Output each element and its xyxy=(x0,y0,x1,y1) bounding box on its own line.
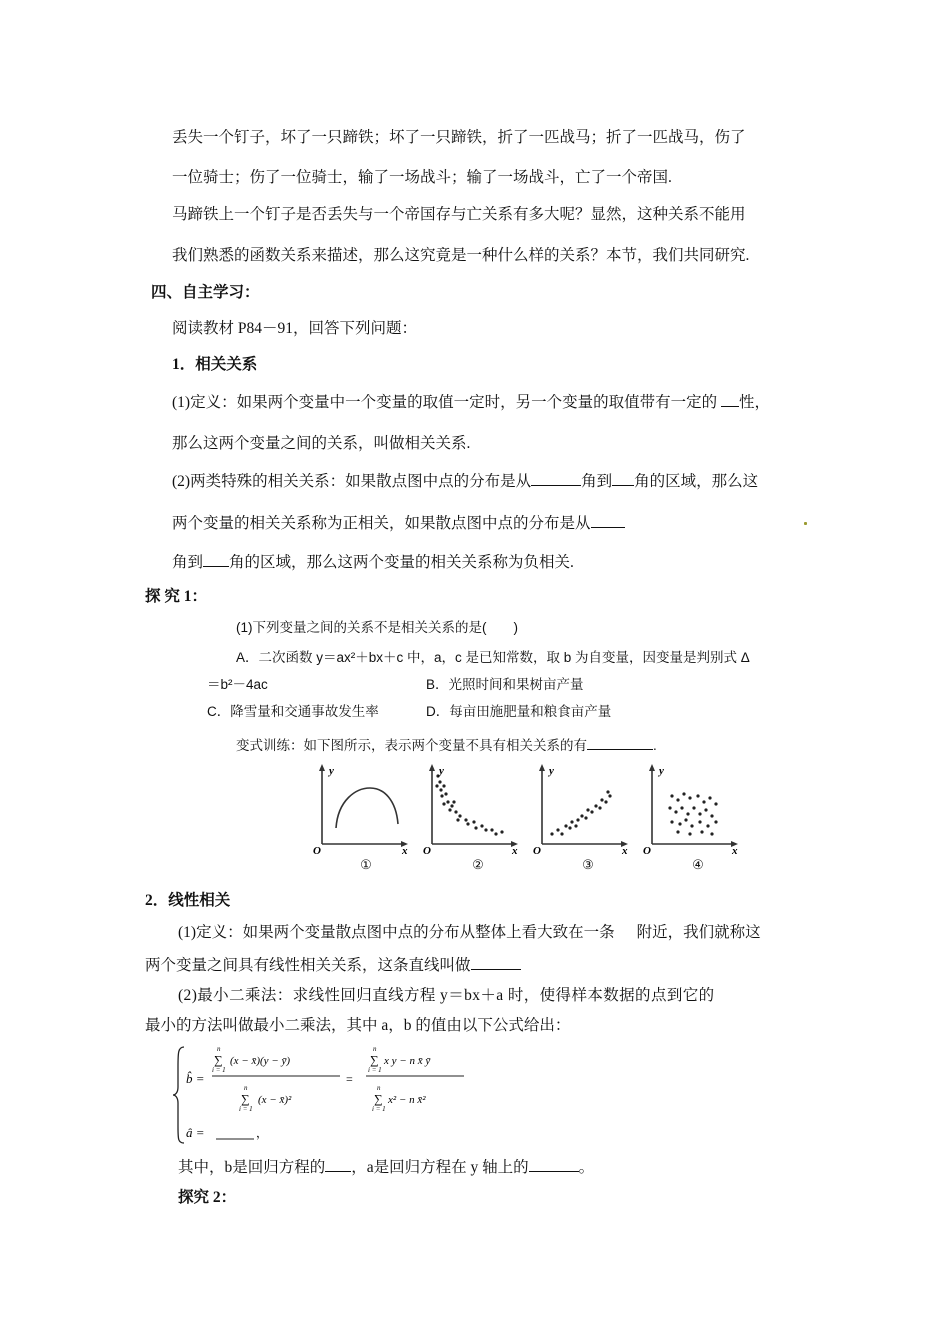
graph-2-label: ② xyxy=(472,857,484,872)
intro-line-4: 我们熟悉的函数关系来描述，那么这究竟是一种什么样的关系？本节，我们共同研究. xyxy=(172,247,750,264)
blank-field[interactable] xyxy=(587,734,653,750)
option-a-line2: ＝b²－4ac xyxy=(207,677,268,692)
part1-types-text: (2)两类特殊的相关关系：如果散点图中点的分布是从 xyxy=(172,473,532,490)
denominator-1: (x − x̄)² xyxy=(258,1094,292,1106)
origin-label: O xyxy=(313,845,321,854)
sum-lower: i = 1 xyxy=(372,1105,386,1113)
numerator-1: (x − x̄)(y − ȳ) xyxy=(230,1055,291,1067)
x-label: x xyxy=(622,845,628,854)
y-arrow xyxy=(649,764,655,771)
y-label: y xyxy=(549,765,554,777)
origin-label: O xyxy=(533,845,541,854)
scatter-points xyxy=(668,792,717,835)
graph-1 xyxy=(312,762,412,854)
parabola-curve xyxy=(336,788,398,828)
origin-label: O xyxy=(643,845,651,854)
part1-definition-end: 性， xyxy=(738,394,770,411)
part2-definition-text-c: 两个变量之间具有线性相关关系，这条直线叫做 xyxy=(145,957,471,974)
scatter-points xyxy=(435,774,503,835)
stray-mark xyxy=(804,522,807,525)
graph-1-label: ① xyxy=(360,857,372,872)
blank-field[interactable] xyxy=(325,1156,351,1172)
b-hat-label: b̂ = xyxy=(186,1071,205,1086)
sum-sign: ∑ xyxy=(214,1053,223,1067)
graph-4-svg xyxy=(642,762,742,854)
part1-definition-text: (1)定义：如果两个变量中一个变量的取值一定时，另一个变量的取值带有一定的 xyxy=(172,394,718,411)
where-text-c: 。 xyxy=(578,1159,595,1176)
equals-sign: = xyxy=(346,1072,353,1086)
x-label: x xyxy=(402,845,408,854)
x-label: x xyxy=(512,845,518,854)
reading-instruction: 阅读教材 P84－91，回答下列问题： xyxy=(172,320,417,337)
origin-label: O xyxy=(423,845,431,854)
graph-4 xyxy=(642,762,742,854)
part2-definition-cont xyxy=(145,954,521,976)
intro-line-2: 一位骑士；伤了一位骑士，输了一场战斗；输了一场战斗，亡了一个帝国. xyxy=(172,169,672,186)
section-heading: 四、自主学习： xyxy=(151,284,260,301)
regression-formula xyxy=(172,1043,472,1145)
option-a-line1: A．二次函数 y＝ax²＋bx＋c 中，a，c 是已知常数，取 b 为自变量，因变量是判别式 Δ xyxy=(236,650,750,665)
sum-lower: i = 1 xyxy=(368,1066,382,1074)
option-b: B．光照时间和果树亩产量 xyxy=(426,677,584,692)
option-c: C．降雪量和交通事故发生率 xyxy=(207,704,379,719)
part1-heading: 1．相关关系 xyxy=(172,356,258,373)
part1-types-line3 xyxy=(172,551,574,573)
blank-field[interactable] xyxy=(529,1156,579,1172)
graph-3-svg xyxy=(532,762,632,854)
formula-comma: ， xyxy=(256,1126,269,1140)
explore1-question: (1)下列变量之间的关系不是相关关系的是( ) xyxy=(236,620,518,635)
part1-definition-cont: 那么这两个变量之间的关系，叫做相关关系. xyxy=(172,435,471,452)
blank-field[interactable] xyxy=(721,391,739,407)
blank-field[interactable] xyxy=(471,954,521,970)
explore2-heading: 探究 2： xyxy=(178,1189,237,1206)
where-text-a: 其中，b是回归方程的 xyxy=(178,1159,326,1176)
intro-line-1: 丢失一个钉子，坏了一只蹄铁；坏了一只蹄铁，折了一匹战马；折了一匹战马，伤了 xyxy=(172,129,746,146)
sum-upper: n xyxy=(377,1084,381,1092)
part1-types-text-d: 两个变量的相关关系称为正相关，如果散点图中点的分布是从 xyxy=(172,515,591,532)
part1-types-text-b: 角到 xyxy=(581,473,613,490)
y-arrow xyxy=(539,764,545,771)
sum-lower: i = 1 xyxy=(212,1066,226,1074)
sum-sign: ∑ xyxy=(374,1092,383,1106)
graph-2 xyxy=(422,762,522,854)
part1-types-line2 xyxy=(172,512,625,534)
sum-lower: i = 1 xyxy=(239,1105,253,1113)
y-label: y xyxy=(439,765,444,777)
intro-line-3: 马蹄铁上一个钉子是否丢失与一个帝国存与亡关系有多大呢？显然，这种关系不能用 xyxy=(172,206,746,223)
formula-svg xyxy=(172,1043,472,1145)
part2-definition xyxy=(178,923,761,943)
part2-definition-text: (1)定义：如果两个变量散点图中点的分布从整体上看大致在一条 xyxy=(178,924,615,941)
y-label: y xyxy=(659,765,664,777)
sum-upper: n xyxy=(217,1045,221,1053)
sum-sign: ∑ xyxy=(370,1053,379,1067)
part1-definition xyxy=(172,391,770,413)
sum-sign: ∑ xyxy=(241,1092,250,1106)
a-hat-label: â = xyxy=(186,1125,205,1140)
part1-types xyxy=(172,470,758,492)
blank-field[interactable] xyxy=(591,512,625,528)
graph-2-svg xyxy=(422,762,522,854)
sum-upper: n xyxy=(244,1084,248,1092)
part2-heading: 2．线性相关 xyxy=(145,892,231,909)
blank-field[interactable] xyxy=(612,470,634,486)
part2-definition-text-b: 附近，我们就称这 xyxy=(636,924,761,941)
x-label: x xyxy=(732,845,738,854)
graph-3 xyxy=(532,762,632,854)
part1-types-text-e: 角到 xyxy=(172,554,204,571)
blank-field[interactable] xyxy=(531,470,581,486)
variant-training-text: 变式训练：如下图所示，表示两个变量不具有相关关系的有 xyxy=(236,738,587,753)
y-label: y xyxy=(329,765,334,777)
where-text-b: ，a是回归方程在 y 轴上的 xyxy=(351,1159,529,1176)
scatter-points xyxy=(550,790,611,835)
option-d: D．每亩田施肥量和粮食亩产量 xyxy=(426,704,612,719)
graph-1-svg xyxy=(312,762,412,854)
where-line xyxy=(178,1156,594,1178)
variant-training-end: . xyxy=(653,738,657,753)
part1-types-text-c: 角的区域，那么这 xyxy=(634,473,759,490)
numerator-2: x y − n x̄ ȳ xyxy=(384,1055,431,1067)
explore1-heading: 探 究 1： xyxy=(145,588,208,605)
brace xyxy=(173,1047,184,1143)
y-arrow xyxy=(429,764,435,771)
graph-3-label: ③ xyxy=(582,857,594,872)
least-squares-cont: 最小的方法叫做最小二乘法，其中 a，b 的值由以下公式给出： xyxy=(145,1017,571,1034)
graph-4-label: ④ xyxy=(692,857,704,872)
part1-types-text-f: 角的区域，那么这两个变量的相关关系称为负相关. xyxy=(229,554,574,571)
blank-field[interactable] xyxy=(203,551,229,567)
y-arrow xyxy=(319,764,325,771)
variant-training xyxy=(236,734,657,756)
sum-upper: n xyxy=(373,1045,377,1053)
denominator-2: x² − n x̄² xyxy=(388,1094,426,1106)
least-squares: (2)最小二乘法：求线性回归直线方程 y＝bx＋a 时，使得样本数据的点到它的 xyxy=(178,987,715,1004)
